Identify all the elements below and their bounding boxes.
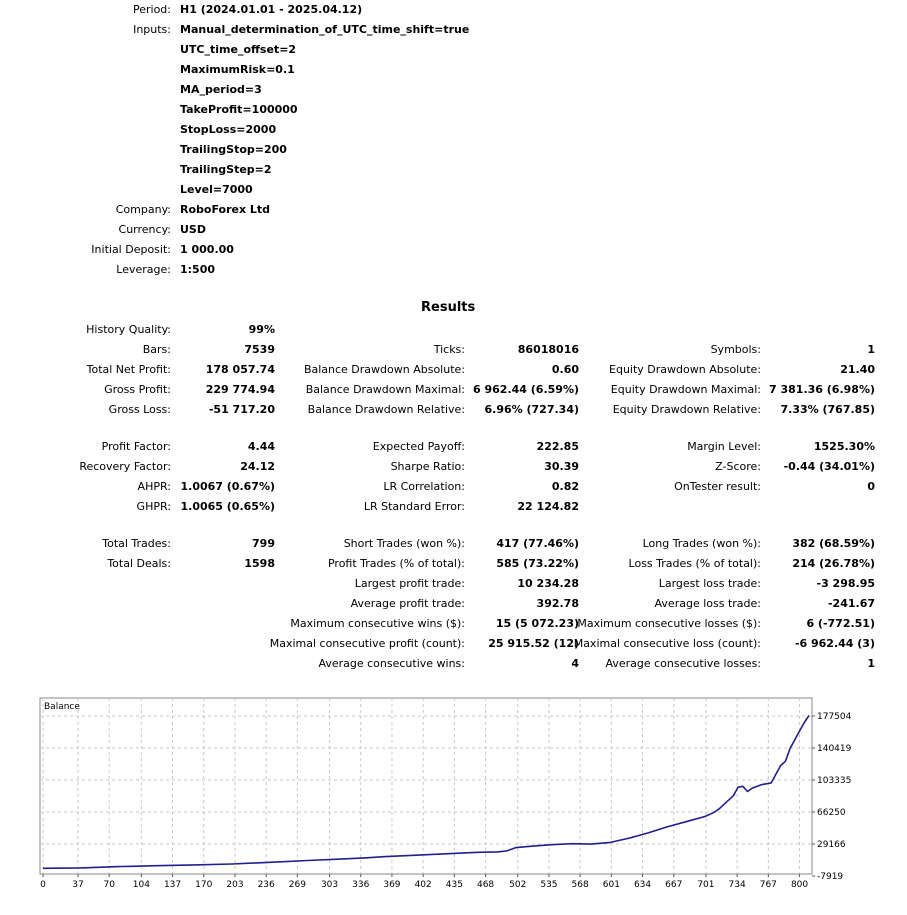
result-label: LR Standard Error: — [363, 500, 465, 513]
result-label: Ticks: — [433, 343, 465, 356]
result-value: -241.67 — [827, 597, 875, 610]
result-value: 214 (26.78%) — [792, 557, 875, 570]
result-label: Largest profit trade: — [354, 577, 465, 590]
x-tick-label: 767 — [759, 880, 777, 890]
y-tick-label: 29166 — [817, 839, 846, 850]
result-value: 4.44 — [247, 440, 275, 453]
leverage-label: Leverage: — [116, 263, 171, 276]
result-value: 22 124.82 — [517, 500, 579, 513]
result-label: Equity Drawdown Relative: — [612, 403, 761, 416]
result-label: Profit Trades (% of total): — [327, 557, 465, 570]
chart-frame — [40, 698, 812, 874]
x-tick-label: 435 — [445, 880, 463, 890]
result-label: AHPR: — [137, 480, 171, 493]
x-tick-label: 502 — [509, 880, 527, 890]
result-label: Z-Score: — [715, 460, 761, 473]
y-tick-label: 177504 — [817, 712, 852, 722]
x-tick-label: 269 — [288, 880, 306, 890]
x-tick-label: 104 — [132, 880, 150, 890]
y-tick-label: -7919 — [817, 872, 844, 882]
result-label: Loss Trades (% of total): — [628, 557, 761, 570]
result-label: Symbols: — [710, 343, 761, 356]
result-value: 417 (77.46%) — [496, 537, 579, 550]
result-value: 1 — [867, 343, 875, 356]
result-label: Balance Drawdown Maximal: — [305, 383, 465, 396]
x-tick-label: 70 — [103, 880, 115, 890]
x-tick-label: 601 — [602, 880, 620, 890]
result-value: 392.78 — [536, 597, 579, 610]
result-value: -0.44 (34.01%) — [783, 460, 875, 473]
result-value: 25 915.52 (12) — [488, 637, 579, 650]
result-value: 1.0067 (0.67%) — [180, 480, 275, 493]
result-value: 1.0065 (0.65%) — [180, 500, 275, 513]
result-value: 6.96% (727.34) — [484, 403, 579, 416]
company-value: RoboForex Ltd — [180, 203, 271, 216]
input-param: TrailingStep=2 — [180, 163, 272, 176]
x-tick-label: 701 — [697, 880, 715, 890]
result-value: 4 — [571, 657, 579, 670]
result-value: 15 (5 072.23) — [495, 617, 579, 630]
currency-label: Currency: — [118, 223, 171, 236]
x-tick-label: 303 — [320, 880, 339, 890]
x-tick-label: 535 — [540, 880, 558, 890]
result-value: 24.12 — [240, 460, 275, 473]
input-param: MaximumRisk=0.1 — [180, 63, 295, 76]
x-tick-label: 402 — [414, 880, 432, 890]
x-tick-label: 170 — [195, 880, 213, 890]
results-title: Results — [421, 300, 476, 315]
result-label: Sharpe Ratio: — [390, 460, 465, 473]
result-value: 222.85 — [536, 440, 579, 453]
y-tick-label: 103335 — [817, 775, 852, 786]
inputs-label: Inputs: — [133, 23, 171, 36]
x-tick-label: 667 — [665, 880, 683, 890]
input-param: Level=7000 — [180, 183, 253, 196]
result-value: 30.39 — [544, 460, 579, 473]
result-value: 1525.30% — [813, 440, 875, 453]
result-value: 799 — [252, 537, 275, 550]
result-label: Maximum consecutive wins ($): — [290, 617, 465, 630]
result-label: Average loss trade: — [654, 597, 761, 610]
result-value: -6 962.44 (3) — [794, 637, 875, 650]
result-label: Expected Payoff: — [372, 440, 465, 453]
result-value: 86018016 — [517, 343, 579, 356]
period-value: H1 (2024.01.01 - 2025.04.12) — [180, 3, 363, 16]
y-tick-label: 140419 — [817, 744, 852, 755]
x-tick-label: 634 — [633, 880, 652, 890]
result-label: GHPR: — [136, 500, 171, 513]
result-label: Margin Level: — [687, 440, 761, 453]
result-label: Short Trades (won %): — [343, 537, 465, 550]
result-value: 178 057.74 — [205, 363, 275, 376]
company-label: Company: — [115, 203, 171, 216]
result-label: Gross Loss: — [108, 403, 171, 416]
input-param: TrailingStop=200 — [180, 143, 287, 156]
x-tick-label: 468 — [476, 880, 495, 890]
result-value: 10 234.28 — [517, 577, 579, 590]
result-value: 0 — [867, 480, 875, 493]
result-value: 7.33% (767.85) — [780, 403, 875, 416]
result-label: Total Deals: — [107, 557, 171, 570]
result-value: 382 (68.59%) — [792, 537, 875, 550]
result-label: Long Trades (won %): — [642, 537, 761, 550]
currency-value: USD — [180, 223, 206, 236]
history-quality-value: 99% — [248, 323, 275, 336]
result-label: Balance Drawdown Relative: — [307, 403, 465, 416]
x-tick-label: 203 — [226, 880, 244, 890]
result-label: Maximum consecutive losses ($): — [577, 617, 761, 630]
input-param: Manual_determination_of_UTC_time_shift=true — [180, 23, 470, 36]
initial-deposit-label: Initial Deposit: — [91, 243, 171, 256]
result-label: Maximal consecutive profit (count): — [269, 637, 465, 650]
result-label: Equity Drawdown Absolute: — [609, 363, 761, 376]
initial-deposit-value: 1 000.00 — [180, 243, 234, 256]
result-value: 0.60 — [551, 363, 579, 376]
result-label: Total Trades: — [102, 537, 171, 550]
result-label: Average consecutive losses: — [605, 657, 761, 670]
x-tick-label: 0 — [40, 880, 46, 890]
result-value: 21.40 — [840, 363, 875, 376]
result-value: 7 381.36 (6.98%) — [769, 383, 875, 396]
input-param: MA_period=3 — [180, 83, 262, 96]
result-value: 0.82 — [551, 480, 579, 493]
result-value: 585 (73.22%) — [496, 557, 579, 570]
x-tick-label: 734 — [728, 880, 746, 890]
result-value: -3 298.95 — [816, 577, 875, 590]
x-tick-label: 236 — [257, 880, 275, 890]
result-value: 229 774.94 — [205, 383, 275, 396]
result-label: Maximal consecutive loss (count): — [573, 637, 761, 650]
chart-title: Balance — [44, 702, 80, 712]
x-tick-label: 800 — [790, 880, 809, 890]
result-label: Bars: — [142, 343, 171, 356]
input-param: StopLoss=2000 — [180, 123, 277, 136]
result-value: 1598 — [244, 557, 275, 570]
x-tick-label: 37 — [72, 880, 84, 890]
result-label: Average consecutive wins: — [318, 657, 465, 670]
result-label: OnTester result: — [674, 480, 761, 493]
input-param: TakeProfit=100000 — [180, 103, 298, 116]
result-label: Recovery Factor: — [79, 460, 171, 473]
result-value: 6 (-772.51) — [806, 617, 875, 630]
result-label: Gross Profit: — [104, 383, 171, 396]
result-value: 6 962.44 (6.59%) — [473, 383, 579, 396]
result-label: Profit Factor: — [101, 440, 171, 453]
result-label: LR Correlation: — [383, 480, 465, 493]
y-tick-label: 66250 — [817, 808, 846, 819]
result-label: Balance Drawdown Absolute: — [303, 363, 465, 376]
input-param: UTC_time_offset=2 — [180, 43, 297, 56]
result-value: 7539 — [244, 343, 275, 356]
x-tick-label: 137 — [163, 880, 182, 890]
result-label: Average profit trade: — [350, 597, 465, 610]
x-tick-label: 568 — [571, 880, 589, 890]
result-value: 1 — [867, 657, 875, 670]
x-tick-label: 336 — [352, 880, 370, 890]
period-label: Period: — [132, 3, 171, 16]
result-label: Total Net Profit: — [86, 363, 171, 376]
result-value: -51 717.20 — [208, 403, 275, 416]
leverage-value: 1:500 — [180, 263, 216, 276]
x-tick-label: 369 — [383, 880, 401, 890]
result-label: Equity Drawdown Maximal: — [610, 383, 761, 396]
history-quality-label: History Quality: — [86, 323, 171, 336]
result-label: Largest loss trade: — [658, 577, 761, 590]
